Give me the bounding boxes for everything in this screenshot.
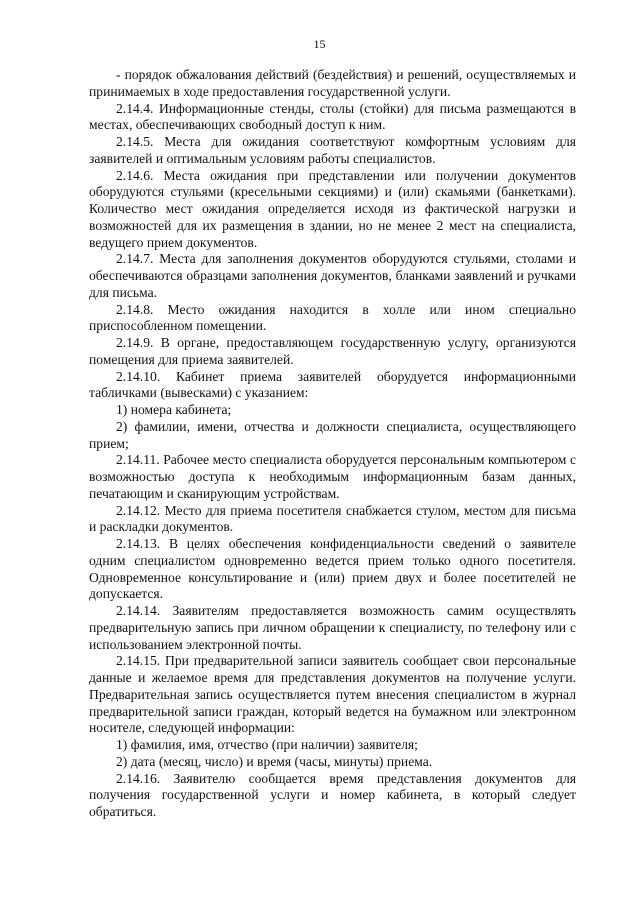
paragraph-appeal-procedure: - порядок обжалования действий (бездействия) и решений, осуществляемых и принимаемых в ходе предоставления государственной услуги. (89, 67, 576, 99)
paragraph-2-14-7: 2.14.7. Места для заполнения документов оборудуются стульями, столами и обеспечиваются образцами заполнения документов, бланками заявлений и ручками для письма. (89, 251, 576, 300)
paragraph-2-14-12: 2.14.12. Место для приема посетителя снабжается стулом, местом для письма и раскладки документов. (89, 502, 576, 535)
list-item-appointment-datetime: 2) дата (месяц, число) и время (часы, минуты) приема. (116, 753, 433, 769)
page-number: 15 (313, 37, 326, 51)
list-item-cabinet-number: 1) номера кабинета; (116, 402, 232, 417)
document-body (89, 67, 576, 821)
paragraph-2-14-10: 2.14.10. Кабинет приема заявителей оборудуется информационными табличками (вывесками) с указанием: (89, 368, 576, 401)
list-item-applicant-name: 1) фамилия, имя, отчество (при наличии) заявителя; (116, 737, 418, 752)
paragraph-2-14-11: 2.14.11. Рабочее место специалиста оборудуется персональным компьютером с возможностью доступа к необходимым информационным базам данных, печатающим и сканирующим устройствам. (89, 452, 576, 501)
paragraph-2-14-8: 2.14.8. Место ожидания находится в холле или ином специально приспособленном помещении. (89, 301, 576, 334)
paragraph-2-14-4: 2.14.4. Информационные стенды, столы (стойки) для письма размещаются в местах, обеспечивающих свободный доступ к ним. (89, 100, 576, 133)
paragraph-2-14-15: 2.14.15. При предварительной записи заявитель сообщает свои персональные данные и желаемое время для представления документов на получение услуги. Предварительная запись осуществляется путем внесения специалистом в журнал предварительной записи граждан, который ведется на бумажном или электронном носителе, следующей информации: (89, 653, 576, 736)
paragraph-2-14-5: 2.14.5. Места для ожидания соответствуют комфортным условиям для заявителей и оптимальным условиям работы специалистов. (89, 134, 576, 166)
paragraph-2-14-13: 2.14.13. В целях обеспечения конфиденциальности сведений о заявителе одним специалистом одновременно ведется прием только одного посетителя. Одновременное консультирование и (или) прием двух и более посетителей не допускается. (89, 536, 576, 602)
paragraph-2-14-14: 2.14.14. Заявителям предоставляется возможность самим осуществлять предварительную запись при личном обращении к специалисту, по телефону или с использованием электронной почты. (89, 603, 576, 652)
list-item-specialist-name: 2) фамилии, имени, отчества и должности специалиста, осуществляющего прием; (89, 418, 576, 451)
paragraph-2-14-9: 2.14.9. В органе, предоставляющем государственную услугу, организуются помещения для приема заявителей. (89, 335, 576, 367)
paragraph-2-14-16: 2.14.16. Заявителю сообщается время представления документов для получения государственной услуги и номер кабинета, в который следует обратиться. (89, 770, 576, 819)
paragraph-2-14-6: 2.14.6. Места ожидания при представлении или получении документов оборудуются стульями (кресельными секциями) и (или) скамьями (банкетками). Количество мест ожидания определяется исходя из фактической нагрузки и возможностей для их размещения в здании, но не менее 2 мест на специалиста, ведущего прием документов. (89, 167, 576, 250)
